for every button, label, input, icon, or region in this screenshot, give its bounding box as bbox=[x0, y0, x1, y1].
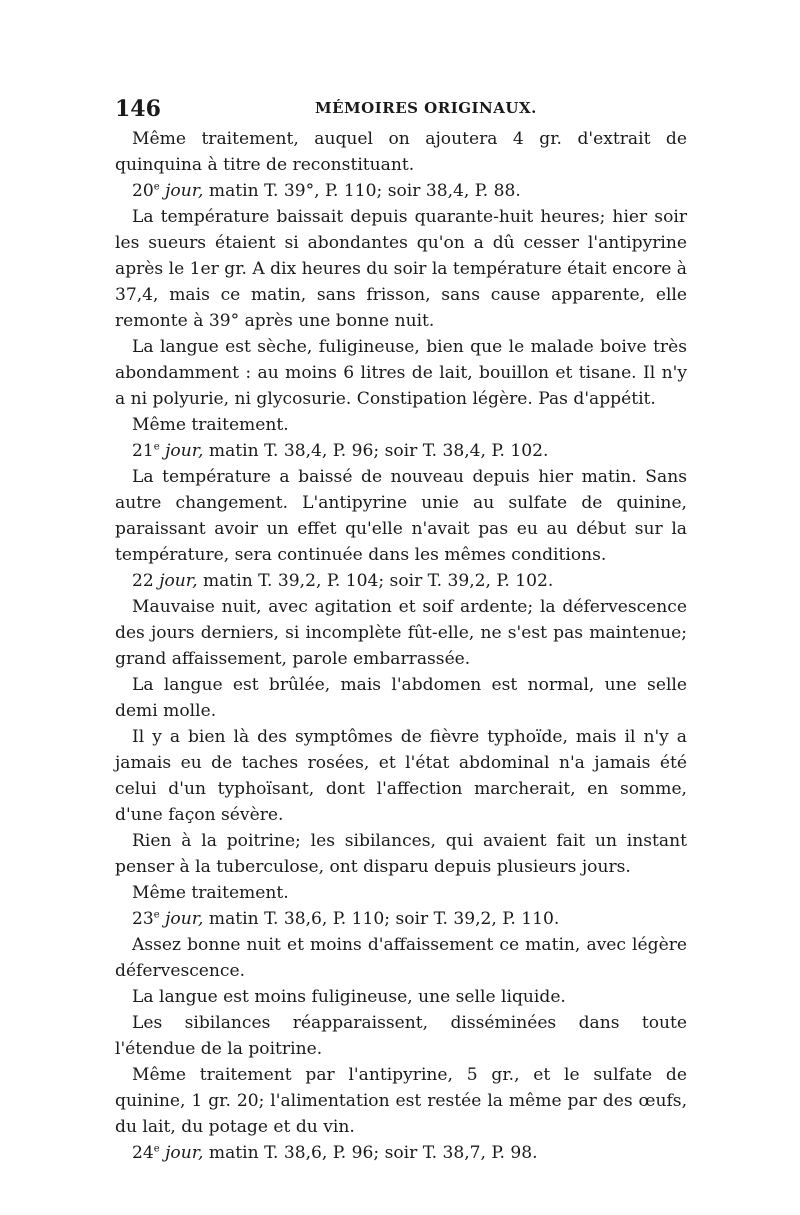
paragraph: Même traitement. bbox=[132, 415, 289, 435]
paragraph: Les sibilances réapparaissent, disséminées dans toute l'étendue de la poitrine. bbox=[115, 1013, 687, 1059]
paragraph: Mauvaise nuit, avec agitation et soif ardente; la défervescence des jours derniers, si incomplète fût-elle, ne s'est pas maintenue; grand affaissement, parole embarrassée. bbox=[115, 597, 687, 669]
running-title: MÉMOIRES ORIGINAUX. bbox=[315, 99, 537, 117]
book-page bbox=[115, 96, 687, 1166]
day-entry: 22 jour, matin T. 39,2, P. 104; soir T. 39,2, P. 102. bbox=[132, 571, 554, 591]
body-text bbox=[115, 126, 687, 1166]
paragraph: Même traitement, auquel on ajoutera 4 gr. d'extrait de quinquina à titre de reconstituant. bbox=[115, 129, 687, 175]
paragraph: Assez bonne nuit et moins d'affaissement ce matin, avec légère défervescence. bbox=[115, 935, 687, 981]
paragraph: Il y a bien là des symptômes de fièvre typhoïde, mais il n'y a jamais eu de taches rosées, et l'état abdominal n'a jamais été celui d'un typhoïsant, dont l'affection marcherait, en somme, d'une façon sévère. bbox=[115, 727, 687, 825]
paragraph: La langue est brûlée, mais l'abdomen est normal, une selle demi molle. bbox=[115, 675, 687, 721]
paragraph: La langue est moins fuligineuse, une selle liquide. bbox=[132, 987, 566, 1007]
day-entry: 24e jour, matin T. 38,6, P. 96; soir T. 38,7, P. 98. bbox=[132, 1143, 538, 1163]
day-entry: 23e jour, matin T. 38,6, P. 110; soir T. 39,2, P. 110. bbox=[132, 909, 560, 929]
paragraph: La température a baissé de nouveau depuis hier matin. Sans autre changement. L'antipyrine unie au sulfate de quinine, paraissant avoir un effet qu'elle n'avait pas eu au début sur la température, sera continuée dans les mêmes conditions. bbox=[115, 467, 687, 565]
paragraph: Même traitement. bbox=[132, 883, 289, 903]
page-header bbox=[115, 96, 687, 126]
day-entry: 21e jour, matin T. 38,4, P. 96; soir T. 38,4, P. 102. bbox=[132, 441, 549, 461]
paragraph: La langue est sèche, fuligineuse, bien que le malade boive très abondamment : au moins 6 litres de lait, bouillon et tisane. Il n'y a ni polyurie, ni glycosurie. Constipation légère. Pas d'appétit. bbox=[115, 337, 687, 409]
day-entry: 20e jour, matin T. 39°, P. 110; soir 38,4, P. 88. bbox=[132, 181, 521, 201]
paragraph: La température baissait depuis quarante-huit heures; hier soir les sueurs étaient si abondantes qu'on a dû cesser l'antipyrine après le 1er gr. A dix heures du soir la température était encore à 37,4, mais ce matin, sans frisson, sans cause apparente, elle remonte à 39° après une bonne nuit. bbox=[115, 207, 687, 331]
paragraph: Même traitement par l'antipyrine, 5 gr., et le sulfate de quinine, 1 gr. 20; l'alimentation est restée la même par des œufs, du lait, du potage et du vin. bbox=[115, 1065, 687, 1137]
paragraph: Rien à la poitrine; les sibilances, qui avaient fait un instant penser à la tuberculose, ont disparu depuis plusieurs jours. bbox=[115, 831, 687, 877]
page-number: 146 bbox=[115, 96, 161, 122]
